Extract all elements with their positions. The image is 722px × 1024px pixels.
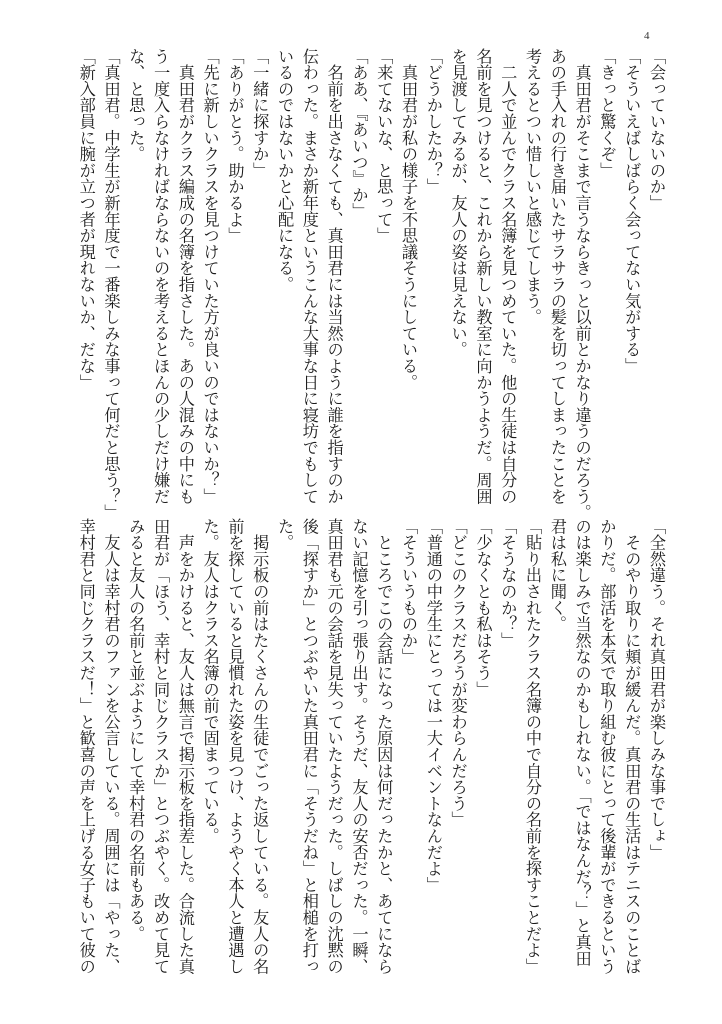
text-column: 「きっと驚くぞ」 bbox=[597, 48, 617, 179]
text-column: 後「探すか」とつぶやいた真田君に「そうだね」と相槌を打っ bbox=[299, 518, 319, 975]
text-column: を見渡してみるが、友人の姿は見えない。 bbox=[448, 48, 468, 358]
text-column: 二人で並んでクラス名簿を見つめていた。他の生徒は自分の bbox=[498, 48, 518, 505]
text-column: 幸村君と同じクラスだ！」と歓喜の声を上げる女子もいて彼の bbox=[76, 518, 96, 975]
text-column: 「どこのクラスだろうが変わらんだろう」 bbox=[448, 518, 468, 828]
text-column: 真田君が私の様子を不思議そうにしている。 bbox=[399, 48, 419, 391]
text-column: 前を探していると見慣れた姿を見つけ、ようやく本人と遭遇し bbox=[225, 518, 245, 975]
text-column: た。 bbox=[275, 518, 295, 551]
text-column: あの手入れの行き届いたサラサラの髪を切ってしまったことを bbox=[547, 48, 567, 505]
text-column: う一度入らなければならないのを考えるとほんの少しだけ嫌だ bbox=[151, 48, 171, 505]
text-column: 名前を出さなくても、真田君には当然のように誰を指すのか bbox=[324, 48, 344, 505]
text-column: のは楽しみで当然なのかもしれない。「ではなんだ？」と真田 bbox=[572, 518, 592, 967]
text-column: そのやり取りに頬が緩んだ。真田君の生活はテニスのことば bbox=[622, 518, 642, 975]
text-column: 「貼り出されたクラス名簿の中で自分の名前を探すことだよ」 bbox=[523, 518, 543, 975]
text-block-top bbox=[73, 48, 668, 521]
text-column: 「来てないな、と思って」 bbox=[374, 48, 394, 244]
text-column: 「新入部員に腕が立つ者が現れないか、だな」 bbox=[76, 48, 96, 391]
text-column: 「ありがとう。助かるよ」 bbox=[225, 48, 245, 244]
text-column: 声をかけると、友人は無言で掲示板を指差した。合流した真 bbox=[175, 518, 195, 975]
text-block-bottom bbox=[73, 518, 668, 988]
text-column: 田君が「ほう、幸村と同じクラスか」とつぶやく。改めて見て bbox=[151, 518, 171, 975]
page-number: 4 bbox=[644, 30, 650, 42]
text-column: 「真田君。中学生が新年度で一番楽しみな事って何だと思う？」 bbox=[101, 48, 121, 521]
text-column: 名前を見つけると、これから新しい教室に向かうようだ。周囲 bbox=[473, 48, 493, 505]
text-column: 「そうなのか？」 bbox=[498, 518, 518, 649]
text-column: 「どうかしたか？」 bbox=[423, 48, 443, 195]
text-column: かりだ。部活を本気で取り組む彼にとって後輩ができるという bbox=[597, 518, 617, 975]
text-column: 「一緒に探すか」 bbox=[250, 48, 270, 179]
text-column: 考えるとつい惜しいと感じてしまう。 bbox=[523, 48, 543, 326]
text-column: 伝わった。まさか新年度というこんな大事な日に寝坊でもして bbox=[299, 48, 319, 505]
text-column: 「ああ、『あいつ』か」 bbox=[349, 48, 369, 220]
text-column: 「そういえばしばらく会ってない気がする」 bbox=[622, 48, 642, 374]
text-column: 君は私に聞く。 bbox=[547, 518, 567, 633]
text-column: みると友人の名前と並ぶようにして幸村君の名前もある。 bbox=[126, 518, 146, 942]
text-column: 「少なくとも私はそう」 bbox=[473, 518, 493, 698]
text-column: ところでこの会話になった原因は何だったかと、あてになら bbox=[374, 518, 394, 975]
text-column: ない記憶を引っ張り出す。そうだ、友人の安否だった。一瞬、 bbox=[349, 518, 369, 975]
text-column: な、と思った。 bbox=[126, 48, 146, 163]
text-column: 「普通の中学生にとっては一大イベントなんだよ」 bbox=[423, 518, 443, 893]
text-column: 真田君がそこまで言うならきっと以前とかなり違うのだろう。 bbox=[572, 48, 592, 521]
text-column: 「そういうものか」 bbox=[399, 518, 419, 665]
text-column: 友人は幸村君のファンを公言している。周囲には「やった、 bbox=[101, 518, 121, 975]
text-column: いるのではないかと心配になる。 bbox=[275, 48, 295, 293]
text-column: 真田君がクラス編成の名簿を指さした。あの人混みの中にも bbox=[175, 48, 195, 505]
text-column: 「全然違う。それ真田君が楽しみな事でしょ」 bbox=[647, 518, 666, 861]
text-column: 「先に新しいクラスを見つけていた方が良いのではないか？」 bbox=[200, 48, 220, 505]
text-column: 「会っていないのか」 bbox=[647, 48, 666, 211]
text-column: た。友人はクラス名簿の前で固まっている。 bbox=[200, 518, 220, 844]
text-column: 真田君も元の会話を見失っていたようだった。しばしの沈黙の bbox=[324, 518, 344, 975]
text-column: 掲示板の前はたくさんの生徒でごった返している。友人の名 bbox=[250, 518, 270, 975]
